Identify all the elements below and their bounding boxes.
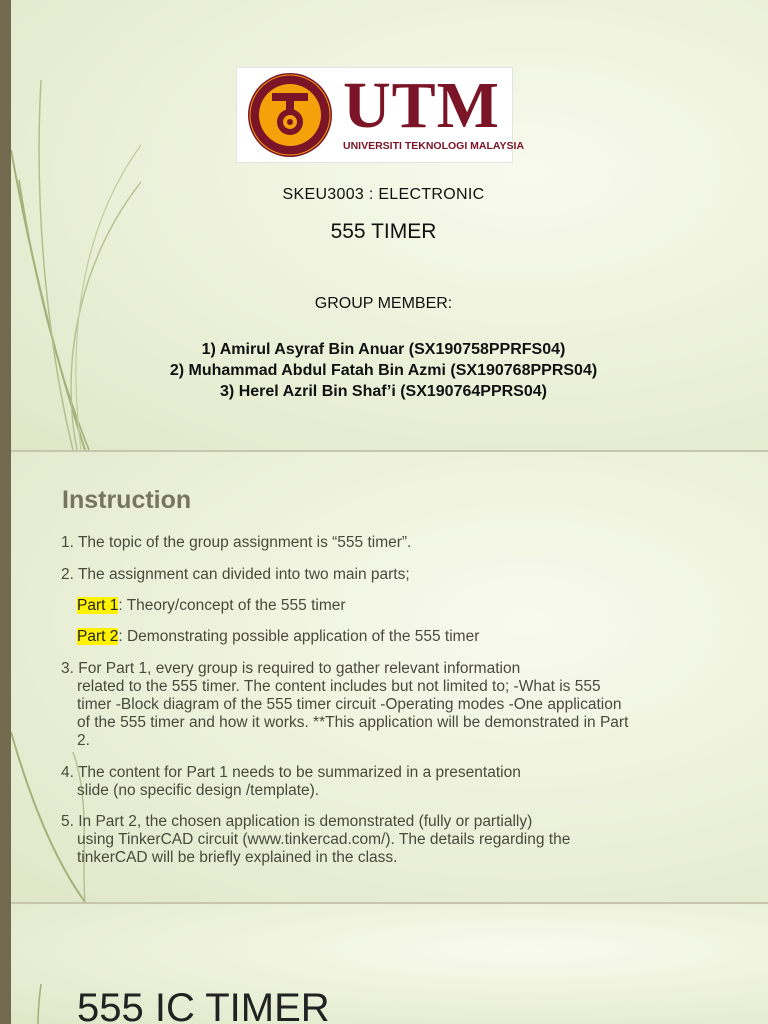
instruction-part-2 <box>61 628 681 646</box>
member-item: 2) Muhammad Abdul Fatah Bin Azmi (SX190768PPRS04) <box>169 362 598 379</box>
slide-3-title: 555 IC TIMER <box>77 986 330 1024</box>
instruction-item-5-first: 5. In Part 2, the chosen application is demonstrated (fully or partially) <box>61 813 533 830</box>
utm-subtitle: UNIVERSITI TEKNOLOGI MALAYSIA <box>343 140 525 152</box>
instruction-item-4-rest: slide (no specific design /template). <box>77 782 320 799</box>
member-item: 3) Herel Azril Bin Shaf’i (SX190764PPRS04) <box>220 383 547 400</box>
instruction-item-5-rest: using TinkerCAD circuit (www.tinkercad.com/). The details regarding the tinkerCAD will be briefly explained in the class. <box>77 831 571 866</box>
instruction-item-5 <box>61 813 681 867</box>
instruction-title: Instruction <box>62 486 192 514</box>
instruction-item-3-rest: related to the 555 timer. The content includes but not limited to; -What is 555 timer -Block diagram of the 555 timer circuit -Operating modes -One application of the 555 timer and how it works. **This application will be demonstrated in Part 2. <box>77 678 629 749</box>
topic-title: 555 TIMER <box>330 220 437 243</box>
slide-instruction <box>11 452 768 902</box>
utm-wordmark: UTM <box>343 69 500 142</box>
slide-title-page <box>11 0 768 450</box>
part-2-text: : Demonstrating possible application of the 555 timer <box>118 628 480 645</box>
instruction-item-3-first: 3. For Part 1, every group is required to gather relevant information <box>61 660 521 677</box>
instruction-part-1 <box>61 597 681 615</box>
member-list <box>11 339 756 402</box>
course-code: SKEU3003 : ELECTRONIC <box>282 186 485 203</box>
part-2-label: Part 2 <box>77 628 119 645</box>
group-member-heading: GROUP MEMBER: <box>314 295 453 312</box>
instruction-item-3 <box>61 660 681 750</box>
part-1-text: : Theory/concept of the 555 timer <box>118 597 346 614</box>
slide-555-ic-timer <box>11 904 768 1024</box>
utm-seal-icon <box>247 72 333 158</box>
part-1-label: Part 1 <box>77 597 119 614</box>
member-item: 1) Amirul Asyraf Bin Anuar (SX190758PPRFS04) <box>201 341 566 358</box>
instruction-item-1: 1. The topic of the group assignment is “555 timer”. <box>61 534 412 551</box>
left-sidebar-bar <box>0 0 11 1024</box>
instruction-item-4-first: 4. The content for Part 1 needs to be summarized in a presentation <box>61 764 521 781</box>
utm-logo <box>236 67 525 163</box>
instruction-item-4 <box>61 764 681 800</box>
instruction-item-2: 2. The assignment can divided into two main parts; <box>61 566 410 583</box>
